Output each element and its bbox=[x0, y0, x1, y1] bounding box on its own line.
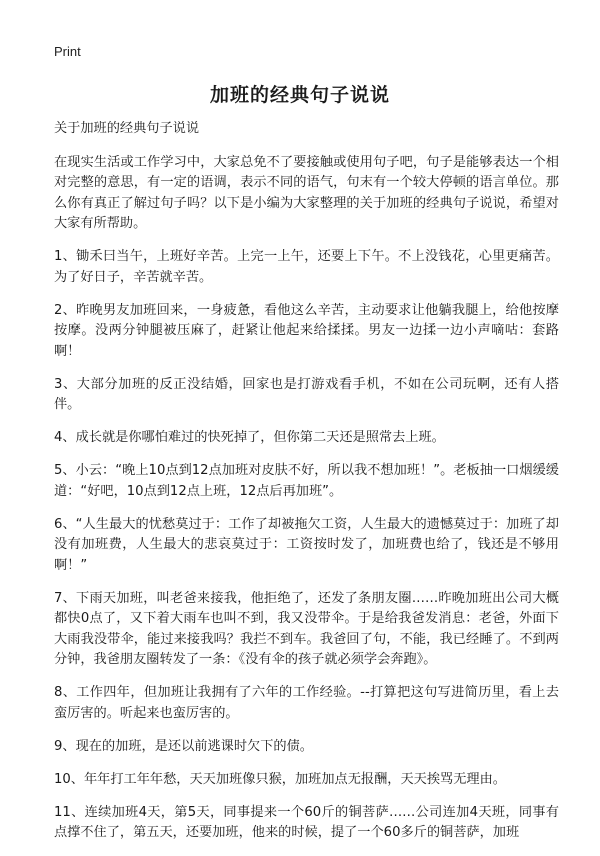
intro-paragraph: 在现实生活或工作学习中，大家总免不了要接触或使用句子吧，句子是能够表达一个相对完整的意思，有一定的语调，表示不同的语气，句末有一个较大停顿的语言单位。那么你有真正了解过句子吗？以下是小编为大家整理的关于加班的经典句子说说，希望对大家有所帮助。 bbox=[54, 154, 559, 231]
list-item: 10、年年打工年年愁，天天加班像只猴，加班加点无报酬，天天挨骂无理由。 bbox=[54, 771, 506, 787]
list-item: 4、成长就是你哪怕难过的快死掉了，但你第二天还是照常去上班。 bbox=[54, 430, 445, 445]
list-item: 1、锄禾曰当午，上班好辛苦。上完一上午，还要上下午。不上没钱花，心里更痛苦。为了好日子，辛苦就辛苦。 bbox=[54, 249, 559, 285]
print-link[interactable]: Print bbox=[54, 44, 81, 59]
list-item: 7、下雨天加班，叫老爸来接我，他拒绝了，还发了条朋友圈……昨晚加班出公司大概都快0点了，又下着大雨车也叫不到，我又没带伞。于是给我爸发消息：老爸，外面下大雨我没带伞，能过来接我吗？我拦不到车。我爸回了句，不能，我已经睡了。不到两分钟，我爸朋友圈转发了一条：《没有伞的孩子就必须学会奔跑》。 bbox=[54, 590, 559, 667]
list-item: 3、大部分加班的反正没结婚，回家也是打游戏看手机，不如在公司玩啊，还有人搭伴。 bbox=[54, 376, 559, 412]
list-item: 8、工作四年，但加班让我拥有了六年的工作经验。--打算把这句写进简历里，看上去蛮厉害的。听起来也蛮厉害的。 bbox=[54, 685, 559, 721]
document-subtitle: 关于加班的经典句子说说 bbox=[54, 121, 200, 136]
list-item: 2、昨晚男友加班回来，一身疲惫，看他这么辛苦，主动要求让他躺我腿上，给他按摩按摩。没两分钟腿被压麻了，赶紧让他起来给揉揉。男友一边揉一边小声嘀咕：套路啊！ bbox=[54, 302, 559, 359]
list-item: 6、“人生最大的忧愁莫过于：工作了却被拖欠工资，人生最大的遗憾莫过于：加班了却没有加班费，人生最大的悲哀莫过于：工资按时发了，加班费也给了，钱还是不够用啊！” bbox=[54, 516, 559, 573]
document-title: 加班的经典句子说说 bbox=[209, 84, 390, 106]
document-body bbox=[54, 119, 559, 856]
list-item: 11、连续加班4天，第5天，同事提来一个60斤的铜菩萨……公司连加4天班，同事有点撑不住了，第五天，还要加班，他来的时候，提了一个60多斤的铜菩萨，加班 bbox=[54, 804, 559, 840]
list-item: 5、小云：“晚上10点到12点加班对皮肤不好，所以我不想加班！”。老板抽一口烟缓缓道：“好吧，10点到12点上班，12点后再加班”。 bbox=[54, 463, 559, 499]
list-item: 9、现在的加班，是还以前逃课时欠下的债。 bbox=[54, 738, 313, 754]
